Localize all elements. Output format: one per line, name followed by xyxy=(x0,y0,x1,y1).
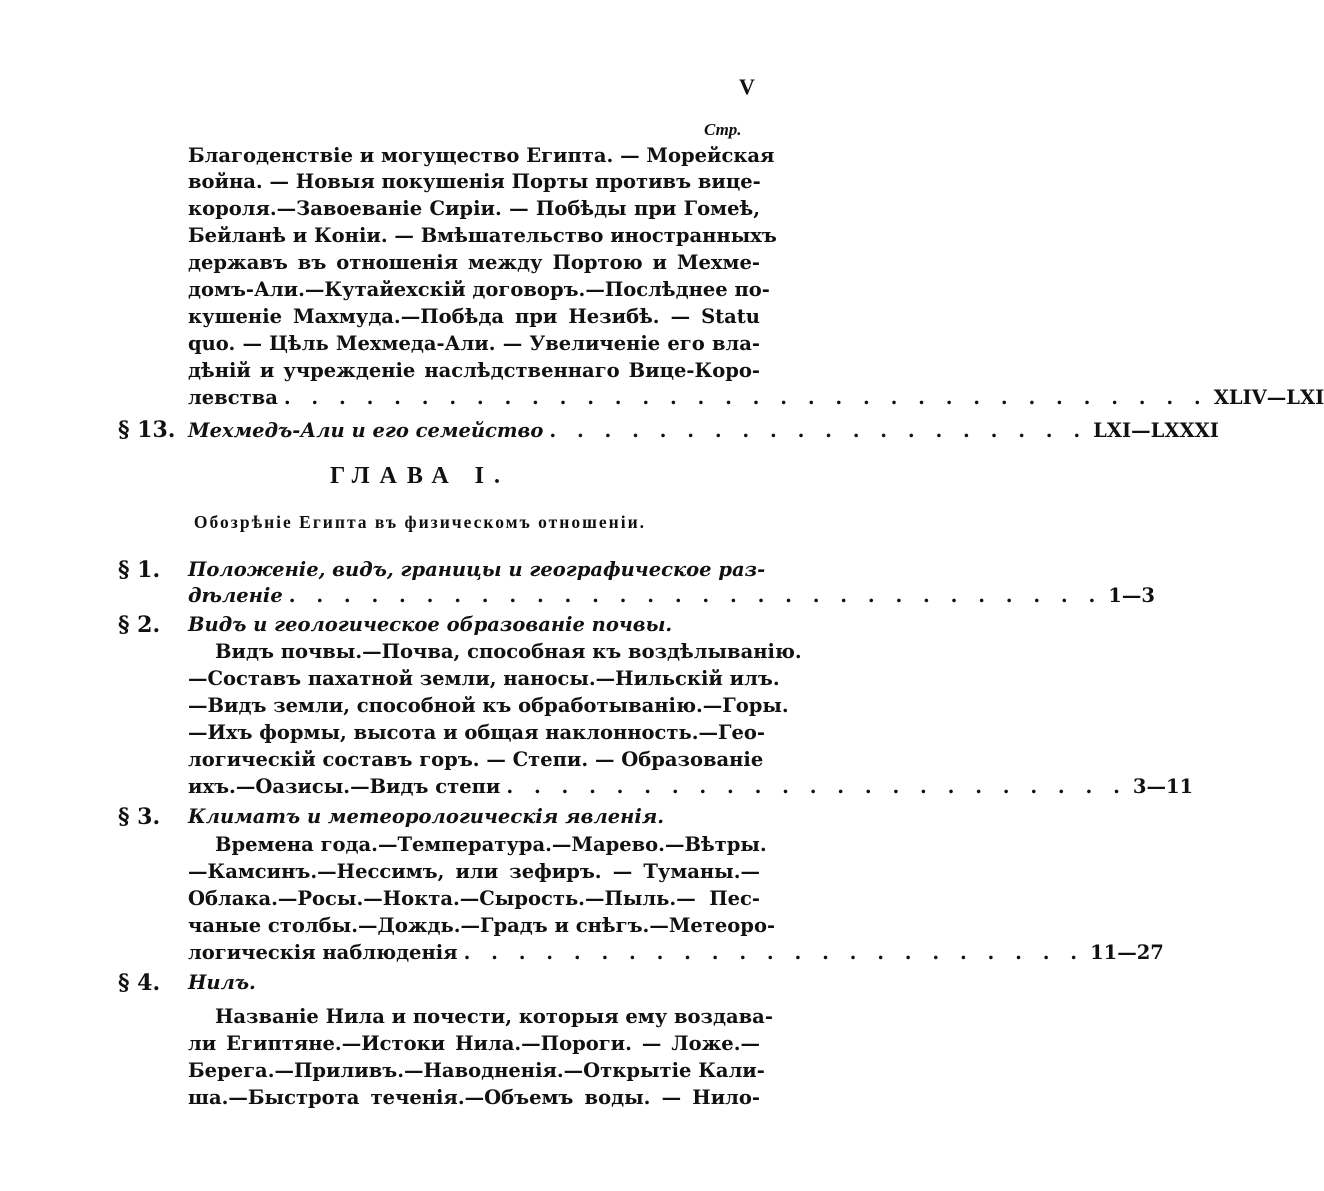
section-title: Положеніе, видъ, границы и географическое раз- xyxy=(188,558,766,581)
intro-line: державъ въ отношенія между Портою и Мехме- xyxy=(188,251,760,274)
section-number: § 4. xyxy=(118,970,161,996)
intro-line: Благоденствіе и могущество Египта. — Морейская xyxy=(188,144,775,167)
page-range: 3—11 xyxy=(1132,775,1194,798)
section-title: Видъ и геологическое образованіе почвы. xyxy=(188,613,673,636)
section-number: § 13. xyxy=(118,417,176,443)
entry-text: ихъ.—Оазисы.—Видъ степи xyxy=(188,775,501,798)
section-body-line: чаные столбы.—Дождь.—Градъ и снѣгъ.—Метеоро- xyxy=(188,914,776,937)
entry-text: логическія наблюденія xyxy=(188,941,458,964)
page-number: V xyxy=(739,74,755,99)
section-body-line: —Видъ земли, способной къ обработыванію.—Горы. xyxy=(188,694,789,717)
leader-dots: . . . . . . . . . . . . . . . . . . . . . . . xyxy=(506,775,1127,798)
section-body-line: ша.—Быстрота теченія.—Объемъ воды. — Нило- xyxy=(188,1086,760,1109)
section-body-line: —Камсинъ.—Нессимъ, или зефиръ. — Туманы.— xyxy=(188,860,760,883)
intro-line: война. — Новыя покушенія Порты противъ вице- xyxy=(188,170,761,193)
toc-entry-intro xyxy=(188,385,1324,411)
intro-line: Бейланѣ и Коніи. — Вмѣшательство иностранныхъ xyxy=(188,224,777,247)
leader-dots: . . . . . . . . . . . . . . . . . . . . xyxy=(549,419,1088,442)
section-number: § 3. xyxy=(118,804,161,830)
section-body-line: Видъ почвы.—Почва, способная къ воздѣлыванію. xyxy=(215,640,802,663)
section-body-line: логическій составъ горъ. — Степи. — Образованіе xyxy=(188,748,764,771)
page-range: XLIV—LXI xyxy=(1213,386,1324,409)
intro-line: quo. — Цѣль Мехмеда-Али. — Увеличеніе его вла- xyxy=(188,332,760,355)
page-range: 1—3 xyxy=(1108,584,1155,607)
section-body-line: Берега.—Приливъ.—Наводненія.—Открытіе Кали- xyxy=(188,1059,765,1082)
intro-line: дѣній и учрежденіе наслѣдственнаго Вице-Коро- xyxy=(188,359,760,382)
section-title: Мехмедъ-Али и его семейство xyxy=(188,419,544,442)
section-title-cont: дѣленіе xyxy=(188,584,283,607)
section-body-line: ли Египтяне.—Истоки Нила.—Пороги. — Ложе.— xyxy=(188,1032,760,1055)
intro-line: короля.—Завоеваніе Сиріи. — Побѣды при Гомеѣ, xyxy=(188,197,760,220)
leader-dots: . . . . . . . . . . . . . . . . . . . . . . . . . . . . . . . . . . xyxy=(283,386,1208,409)
section-body-line: —Ихъ формы, высота и общая наклонность.—Гео- xyxy=(188,721,766,744)
section-number: § 1. xyxy=(118,557,161,583)
entry-text: левства xyxy=(188,386,278,409)
intro-line: кушеніе Махмуда.—Побѣда при Незибѣ. — Statu xyxy=(188,305,760,328)
section-body-line: Облака.—Росы.—Нокта.—Сырость.—Пыль.— Пес- xyxy=(188,887,760,910)
leader-dots: . . . . . . . . . . . . . . . . . . . . . . . xyxy=(463,941,1085,964)
chapter-title: Обозрѣніе Египта въ физическомъ отношеніи. xyxy=(193,512,647,532)
section-body-line: Времена года.—Температура.—Марево.—Вѣтры. xyxy=(215,833,767,856)
toc-entry-3-last xyxy=(188,940,1164,966)
page-range: 11—27 xyxy=(1090,941,1164,964)
leader-dots: . . . . . . . . . . . . . . . . . . . . . . . . . . . . . . xyxy=(288,584,1103,607)
section-body-line: Названіе Нила и почести, которыя ему воздава- xyxy=(215,1005,773,1028)
section-title: Климатъ и метеорологическія явленія. xyxy=(188,805,665,828)
section-number: § 2. xyxy=(118,612,161,638)
chapter-heading: ГЛАВА I. xyxy=(329,463,511,489)
toc-entry-2-last xyxy=(188,774,1194,800)
intro-line: домъ-Али.—Кутайехскій договоръ.—Послѣднее по- xyxy=(188,278,770,301)
section-body-line: —Составъ пахатной земли, наносы.—Нильскій илъ. xyxy=(188,667,780,690)
page-column-label: Стр. xyxy=(704,120,742,139)
page-range: LXI—LXXXI xyxy=(1093,419,1219,442)
section-title: Нилъ. xyxy=(188,971,256,994)
